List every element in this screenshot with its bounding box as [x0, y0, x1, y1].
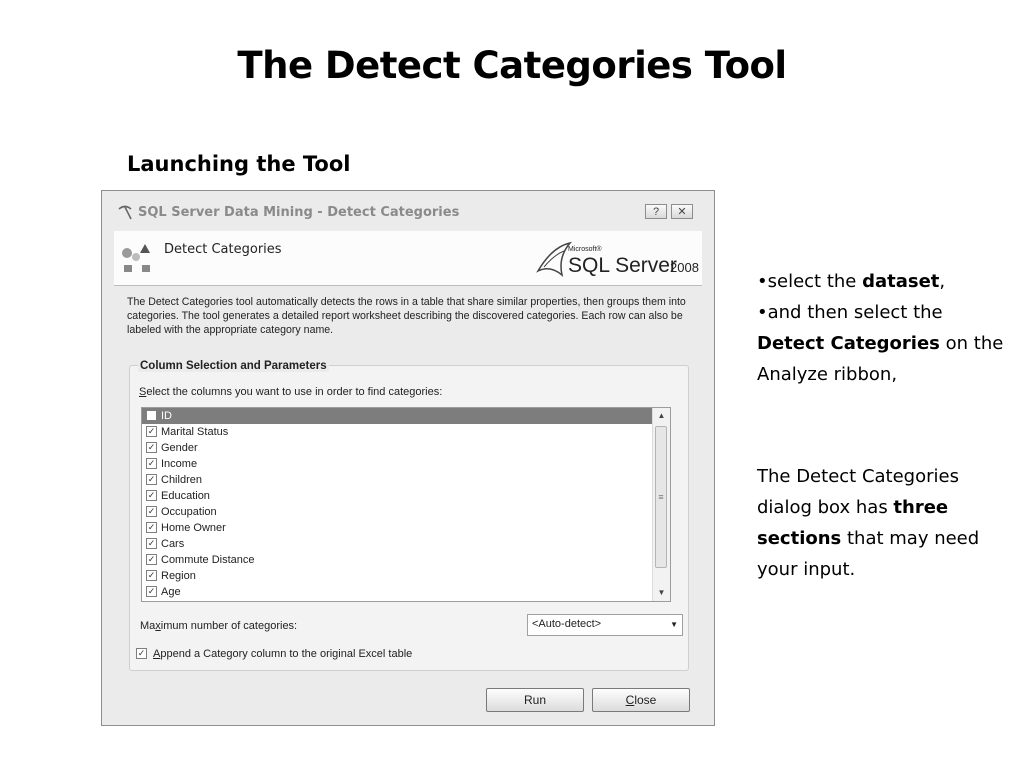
run-button[interactable]: Run [486, 688, 584, 712]
column-label: Income [161, 458, 198, 470]
column-checkbox[interactable]: ✓ [147, 570, 156, 580]
column-list-item[interactable] [142, 504, 661, 520]
para-suffix: that may need your input. [757, 528, 980, 580]
append-category-checkbox[interactable]: ✓ [137, 648, 146, 658]
column-label: Region [161, 570, 196, 582]
column-label: Commute Distance [161, 554, 255, 566]
bullet1-suffix: , [939, 271, 946, 292]
window-title: SQL Server Data Mining - Detect Categories [138, 205, 460, 220]
close-text: lose [634, 693, 657, 707]
max-categories-value: <Auto-detect> [532, 618, 602, 630]
scroll-down-arrow-icon[interactable]: ▼ [657, 588, 666, 597]
hint-text: elect the columns you want to use in order to find categories: [146, 386, 443, 398]
column-list-item[interactable] [142, 488, 661, 504]
column-checkbox[interactable]: ✓ [147, 538, 156, 548]
note-bullet-dataset [757, 266, 1007, 297]
column-label: Education [161, 490, 210, 502]
column-checkbox[interactable]: ✓ [147, 474, 156, 484]
slide-title: The Detect Categories Tool [237, 44, 787, 87]
max-label-pre: Ma [140, 620, 156, 632]
append-category-label [153, 646, 412, 662]
scroll-up-arrow-icon[interactable]: ▲ [657, 411, 666, 420]
scroll-thumb[interactable]: ≡ [655, 426, 667, 568]
column-checkbox[interactable] [146, 410, 157, 421]
column-checkbox[interactable]: ✓ [147, 442, 156, 452]
column-list-item[interactable] [142, 424, 661, 440]
detect-categories-dialog [101, 190, 715, 726]
column-label: Marital Status [161, 426, 229, 438]
bullet2-suffix: on the Analyze ribbon, [757, 333, 1004, 385]
section-subheading: Launching the Tool [127, 152, 351, 176]
append-category-option[interactable] [136, 646, 456, 662]
column-list-item[interactable] [142, 536, 661, 552]
note-bullet-ribbon [757, 297, 1007, 390]
column-list-item[interactable] [142, 408, 661, 424]
column-label: Home Owner [161, 522, 226, 534]
bullet1-prefix: •select the [757, 271, 863, 292]
para-prefix: The Detect Categories dialog box has [757, 466, 959, 518]
logo-version-text: 2008 [670, 260, 699, 275]
column-list-item[interactable] [142, 584, 661, 600]
column-checkbox[interactable]: ✓ [147, 426, 156, 436]
para-bold: three sections [757, 497, 949, 549]
close-button[interactable] [592, 688, 690, 712]
column-label: Cars [161, 538, 185, 550]
column-list-item[interactable] [142, 552, 661, 568]
column-list-item[interactable] [142, 472, 661, 488]
dialog-titlebar[interactable] [102, 191, 714, 231]
column-list-item[interactable] [142, 440, 661, 456]
banner-title: Detect Categories [164, 242, 282, 257]
columns-listbox[interactable] [141, 407, 671, 602]
listbox-scrollbar[interactable] [652, 408, 670, 601]
column-list-item[interactable] [142, 456, 661, 472]
columns-hint [139, 386, 442, 398]
hint-accesskey: S [139, 386, 147, 398]
group-title: Column Selection and Parameters [140, 360, 327, 372]
bullet2-bold: Detect Categories [757, 333, 940, 354]
column-selection-group [129, 360, 689, 671]
column-label: ID [161, 410, 172, 422]
column-checkbox[interactable]: ✓ [147, 586, 156, 596]
column-label: Children [161, 474, 202, 486]
max-categories-label [140, 620, 297, 632]
dialog-banner [114, 231, 702, 286]
categories-icon [120, 241, 156, 277]
column-list-item[interactable] [142, 520, 661, 536]
column-checkbox[interactable]: ✓ [147, 490, 156, 500]
help-button[interactable]: ? [645, 204, 667, 219]
slide-notes [757, 266, 1007, 585]
column-label: Gender [161, 442, 198, 454]
max-categories-select[interactable] [527, 614, 683, 636]
bullet2-prefix: •and then select the [757, 302, 943, 323]
column-list-item[interactable] [142, 568, 661, 584]
logo-microsoft-text: Microsoft® [568, 246, 602, 253]
column-checkbox[interactable]: ✓ [147, 554, 156, 564]
max-label-rest: imum number of categories: [160, 620, 298, 632]
bullet1-bold: dataset [862, 271, 940, 292]
column-checkbox[interactable]: ✓ [147, 506, 156, 516]
append-text: ppend a Category column to the original Excel table [160, 648, 413, 660]
column-label: Occupation [161, 506, 217, 518]
sql-server-logo [532, 237, 702, 281]
chevron-down-icon[interactable]: ▼ [670, 620, 678, 629]
logo-sqlserver-text: SQL Server [568, 254, 677, 277]
tool-description: The Detect Categories tool automatically detects the rows in a table that share similar properties, then groups them into categories. The tool generates a detailed report worksheet describing the discovered categories. Each row can also be labeled with the appropriate category name. [127, 296, 686, 336]
window-close-button[interactable]: ✕ [671, 204, 693, 219]
column-checkbox[interactable]: ✓ [147, 522, 156, 532]
column-label: Age [161, 586, 181, 598]
column-checkbox[interactable]: ✓ [147, 458, 156, 468]
pickaxe-icon [116, 203, 134, 221]
close-accesskey: C [625, 693, 635, 707]
append-accesskey: A [153, 648, 161, 660]
max-label-accesskey: x [155, 620, 161, 632]
note-sections [757, 461, 1007, 585]
